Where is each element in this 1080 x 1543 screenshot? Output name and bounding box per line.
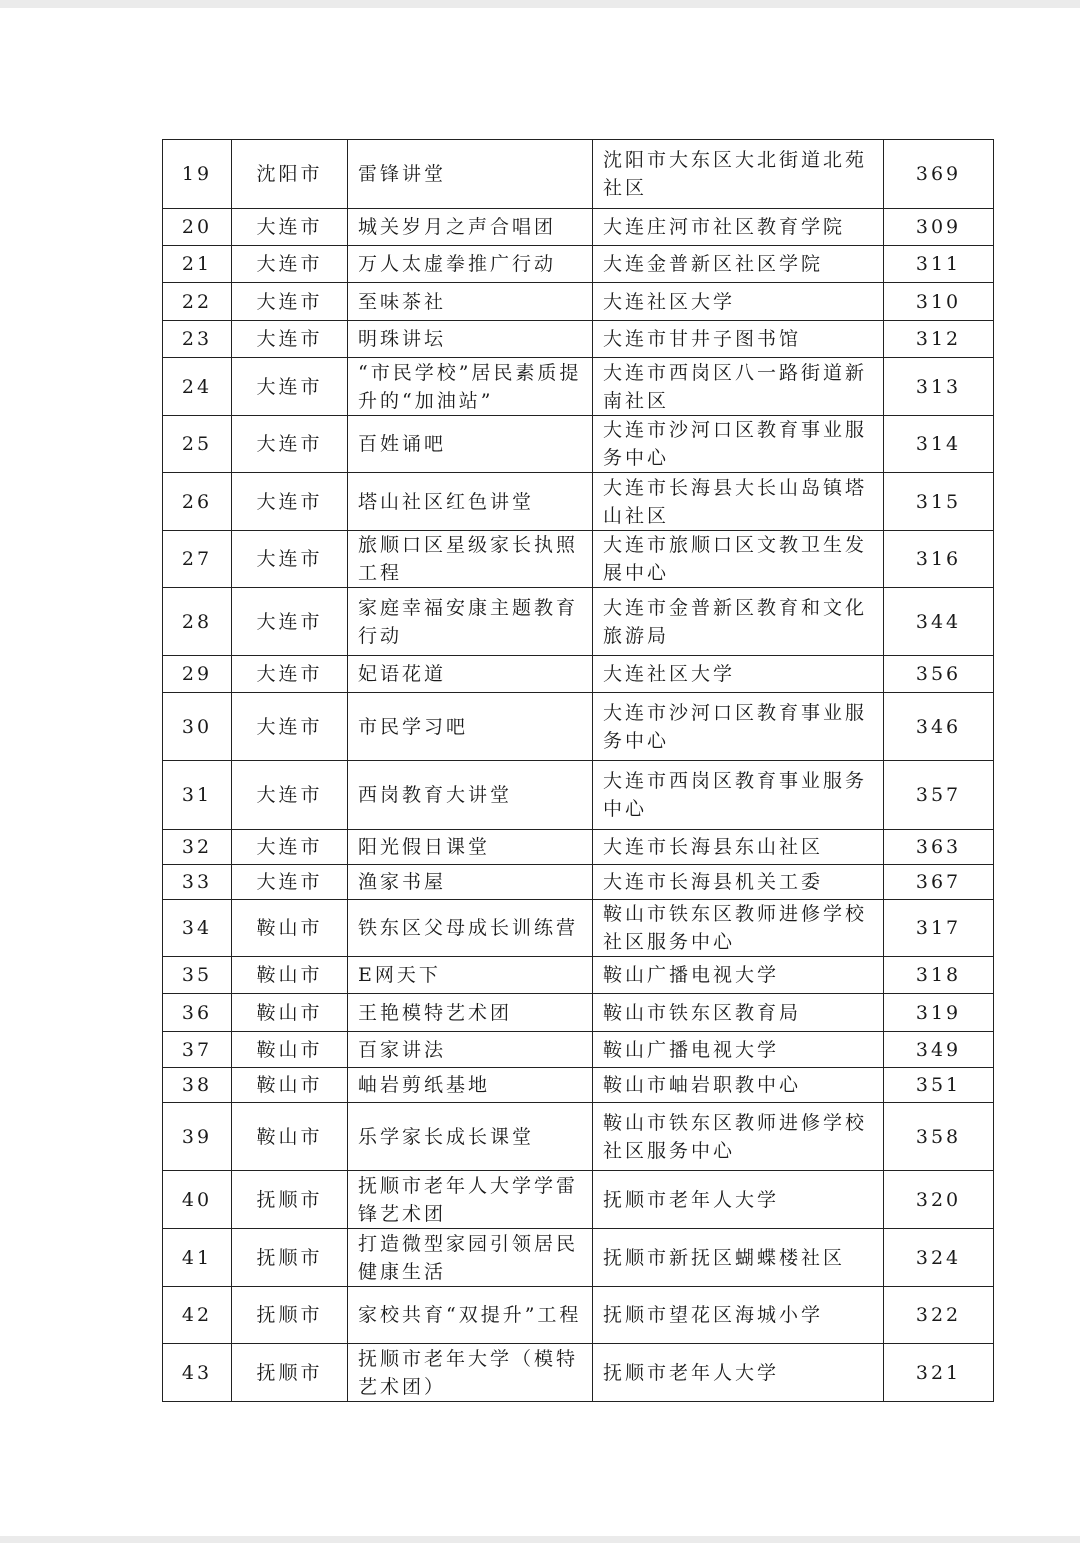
code-cell: 363 (884, 830, 994, 865)
code-cell: 369 (884, 140, 994, 209)
project-name-cell: 岫岩剪纸基地 (348, 1068, 593, 1103)
table-row (163, 656, 994, 693)
project-name-cell: 阳光假日课堂 (348, 830, 593, 865)
organization-cell: 大连市旅顺口区文教卫生发展中心 (593, 531, 884, 588)
code-cell: 322 (884, 1287, 994, 1344)
project-name-cell: 城关岁月之声合唱团 (348, 209, 593, 246)
code-cell: 317 (884, 900, 994, 957)
city-cell: 大连市 (232, 321, 348, 358)
table-row (163, 1103, 994, 1171)
organization-cell: 大连庄河市社区教育学院 (593, 209, 884, 246)
table-body (163, 140, 994, 1402)
project-name-cell: 抚顺市老年大学（模特艺术团） (348, 1344, 593, 1402)
city-cell: 大连市 (232, 246, 348, 283)
project-name-cell: “市民学校”居民素质提升的“加油站” (348, 358, 593, 416)
organization-cell: 鞍山市铁东区教师进修学校社区服务中心 (593, 1103, 884, 1171)
city-cell: 鞍山市 (232, 1103, 348, 1171)
row-number: 32 (163, 830, 232, 865)
organization-cell: 大连市金普新区教育和文化旅游局 (593, 588, 884, 656)
code-cell: 311 (884, 246, 994, 283)
city-cell: 大连市 (232, 358, 348, 416)
code-cell: 357 (884, 761, 994, 830)
row-number: 29 (163, 656, 232, 693)
project-name-cell: 明珠讲坛 (348, 321, 593, 358)
code-cell: 349 (884, 1032, 994, 1068)
row-number: 42 (163, 1287, 232, 1344)
row-number: 37 (163, 1032, 232, 1068)
table-row (163, 830, 994, 865)
code-cell: 324 (884, 1229, 994, 1287)
project-name-cell: E网天下 (348, 957, 593, 994)
organization-cell: 大连社区大学 (593, 283, 884, 321)
organization-cell: 鞍山市铁东区教师进修学校社区服务中心 (593, 900, 884, 957)
city-cell: 鞍山市 (232, 1068, 348, 1103)
organization-cell: 大连市长海县机关工委 (593, 865, 884, 900)
table-row (163, 209, 994, 246)
table-row (163, 1032, 994, 1068)
row-number: 21 (163, 246, 232, 283)
row-number: 30 (163, 693, 232, 761)
row-number: 40 (163, 1171, 232, 1229)
row-number: 28 (163, 588, 232, 656)
row-number: 27 (163, 531, 232, 588)
city-cell: 抚顺市 (232, 1344, 348, 1402)
code-cell: 318 (884, 957, 994, 994)
code-cell: 319 (884, 994, 994, 1032)
code-cell: 320 (884, 1171, 994, 1229)
organization-cell: 大连社区大学 (593, 656, 884, 693)
row-number: 39 (163, 1103, 232, 1171)
code-cell: 367 (884, 865, 994, 900)
city-cell: 大连市 (232, 693, 348, 761)
organization-cell: 抚顺市新抚区蝴蝶楼社区 (593, 1229, 884, 1287)
project-name-cell: 至味茶社 (348, 283, 593, 321)
city-cell: 大连市 (232, 416, 348, 473)
row-number: 20 (163, 209, 232, 246)
row-number: 26 (163, 473, 232, 531)
row-number: 38 (163, 1068, 232, 1103)
top-edge-bar (0, 0, 1080, 8)
code-cell: 313 (884, 358, 994, 416)
table-row (163, 246, 994, 283)
project-name-cell: 西岗教育大讲堂 (348, 761, 593, 830)
project-name-cell: 铁东区父母成长训练营 (348, 900, 593, 957)
table-row (163, 358, 994, 416)
row-number: 33 (163, 865, 232, 900)
table-row (163, 1287, 994, 1344)
city-cell: 大连市 (232, 656, 348, 693)
organization-cell: 大连市西岗区八一路街道新南社区 (593, 358, 884, 416)
project-name-cell: 塔山社区红色讲堂 (348, 473, 593, 531)
bottom-edge-bar (0, 1536, 1080, 1543)
code-cell: 316 (884, 531, 994, 588)
row-number: 35 (163, 957, 232, 994)
organization-cell: 鞍山市铁东区教育局 (593, 994, 884, 1032)
organization-cell: 鞍山广播电视大学 (593, 957, 884, 994)
city-cell: 抚顺市 (232, 1287, 348, 1344)
table-row (163, 473, 994, 531)
organization-cell: 抚顺市望花区海城小学 (593, 1287, 884, 1344)
row-number: 24 (163, 358, 232, 416)
table-row (163, 140, 994, 209)
code-cell: 315 (884, 473, 994, 531)
table-row (163, 957, 994, 994)
code-cell: 351 (884, 1068, 994, 1103)
row-number: 34 (163, 900, 232, 957)
table-row (163, 588, 994, 656)
city-cell: 大连市 (232, 761, 348, 830)
project-name-cell: 妃语花道 (348, 656, 593, 693)
city-cell: 大连市 (232, 473, 348, 531)
row-number: 19 (163, 140, 232, 209)
row-number: 25 (163, 416, 232, 473)
organization-cell: 沈阳市大东区大北街道北苑社区 (593, 140, 884, 209)
organization-cell: 大连市甘井子图书馆 (593, 321, 884, 358)
organization-cell: 鞍山市岫岩职教中心 (593, 1068, 884, 1103)
table-row (163, 283, 994, 321)
organization-cell: 大连金普新区社区学院 (593, 246, 884, 283)
project-name-cell: 旅顺口区星级家长执照工程 (348, 531, 593, 588)
project-name-cell: 百姓诵吧 (348, 416, 593, 473)
project-name-cell: 万人太虚拳推广行动 (348, 246, 593, 283)
table-row (163, 416, 994, 473)
code-cell: 312 (884, 321, 994, 358)
city-cell: 鞍山市 (232, 957, 348, 994)
city-cell: 大连市 (232, 830, 348, 865)
table-row (163, 1171, 994, 1229)
city-cell: 鞍山市 (232, 994, 348, 1032)
table-row (163, 321, 994, 358)
row-number: 22 (163, 283, 232, 321)
table-row (163, 994, 994, 1032)
code-cell: 314 (884, 416, 994, 473)
city-cell: 抚顺市 (232, 1229, 348, 1287)
city-cell: 沈阳市 (232, 140, 348, 209)
row-number: 23 (163, 321, 232, 358)
organization-cell: 鞍山广播电视大学 (593, 1032, 884, 1068)
row-number: 43 (163, 1344, 232, 1402)
table-row (163, 531, 994, 588)
project-name-cell: 家庭幸福安康主题教育行动 (348, 588, 593, 656)
row-number: 41 (163, 1229, 232, 1287)
code-cell: 344 (884, 588, 994, 656)
project-name-cell: 抚顺市老年人大学学雷锋艺术团 (348, 1171, 593, 1229)
project-name-cell: 雷锋讲堂 (348, 140, 593, 209)
organization-cell: 大连市沙河口区教育事业服务中心 (593, 693, 884, 761)
organization-cell: 抚顺市老年人大学 (593, 1344, 884, 1402)
project-name-cell: 市民学习吧 (348, 693, 593, 761)
city-cell: 鞍山市 (232, 1032, 348, 1068)
organization-cell: 大连市沙河口区教育事业服务中心 (593, 416, 884, 473)
row-number: 36 (163, 994, 232, 1032)
project-name-cell: 渔家书屋 (348, 865, 593, 900)
project-name-cell: 乐学家长成长课堂 (348, 1103, 593, 1171)
table-row (163, 865, 994, 900)
table-row (163, 1229, 994, 1287)
table-row (163, 1344, 994, 1402)
code-cell: 358 (884, 1103, 994, 1171)
code-cell: 346 (884, 693, 994, 761)
code-cell: 321 (884, 1344, 994, 1402)
code-cell: 310 (884, 283, 994, 321)
city-cell: 大连市 (232, 283, 348, 321)
organization-cell: 大连市长海县东山社区 (593, 830, 884, 865)
organization-cell: 大连市长海县大长山岛镇塔山社区 (593, 473, 884, 531)
city-cell: 大连市 (232, 209, 348, 246)
project-name-cell: 王艳模特艺术团 (348, 994, 593, 1032)
project-name-cell: 家校共育“双提升”工程 (348, 1287, 593, 1344)
table-row (163, 761, 994, 830)
table-row (163, 1068, 994, 1103)
city-cell: 大连市 (232, 865, 348, 900)
project-name-cell: 百家讲法 (348, 1032, 593, 1068)
project-list-table (162, 139, 994, 1402)
table-row (163, 693, 994, 761)
city-cell: 大连市 (232, 588, 348, 656)
row-number: 31 (163, 761, 232, 830)
code-cell: 356 (884, 656, 994, 693)
code-cell: 309 (884, 209, 994, 246)
organization-cell: 抚顺市老年人大学 (593, 1171, 884, 1229)
city-cell: 鞍山市 (232, 900, 348, 957)
city-cell: 大连市 (232, 531, 348, 588)
table-row (163, 900, 994, 957)
project-name-cell: 打造微型家园引领居民健康生活 (348, 1229, 593, 1287)
organization-cell: 大连市西岗区教育事业服务中心 (593, 761, 884, 830)
city-cell: 抚顺市 (232, 1171, 348, 1229)
